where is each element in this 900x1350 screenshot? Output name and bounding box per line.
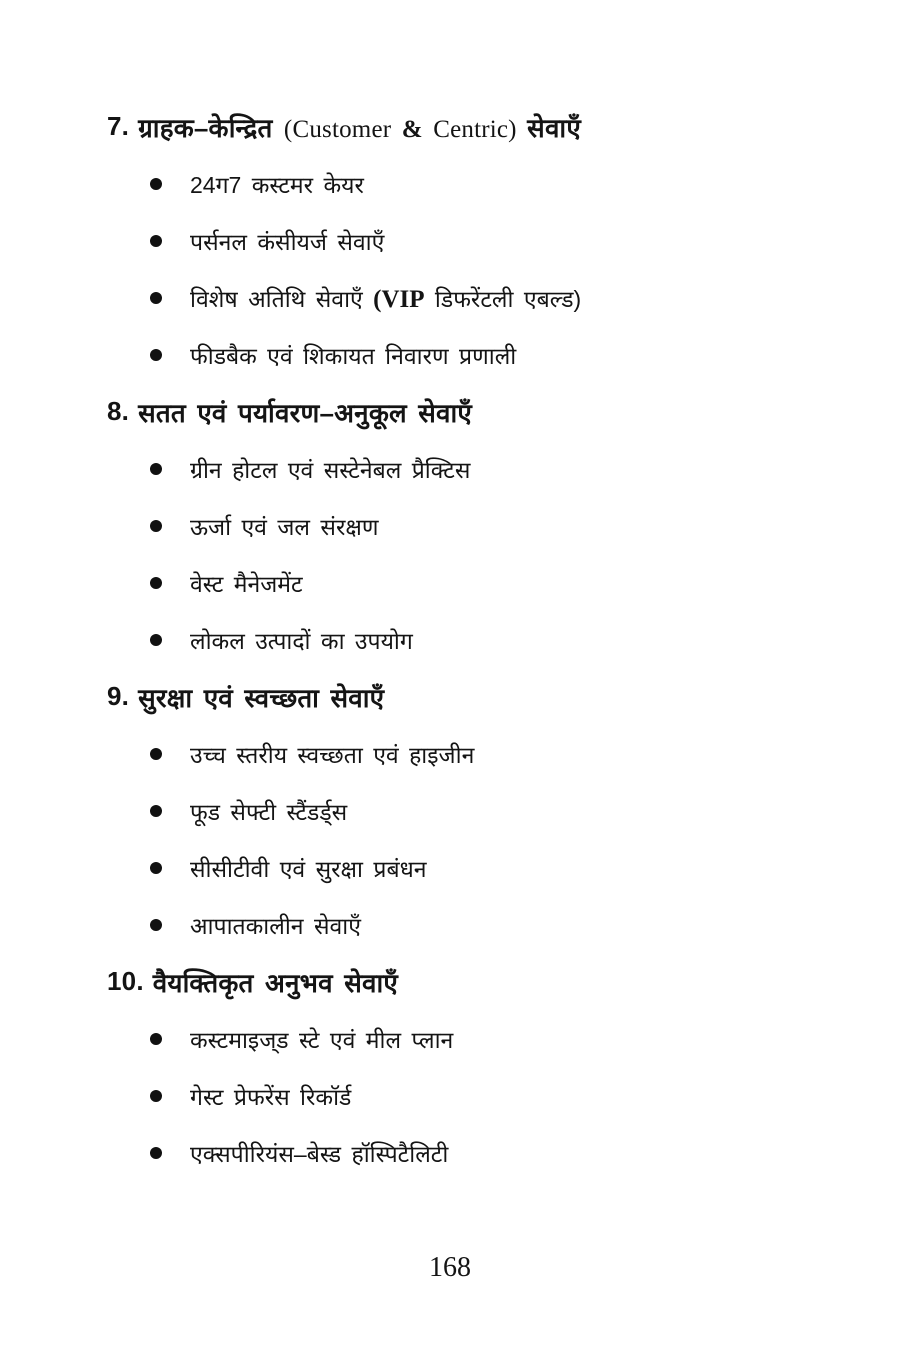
bullet-text bbox=[190, 453, 470, 485]
bullet-icon bbox=[150, 178, 162, 190]
bullet-item bbox=[0, 725, 900, 782]
bullet-item bbox=[0, 497, 900, 554]
bullet-item bbox=[0, 611, 900, 668]
bullet-text-part: सीसीटीवी एवं सुरक्षा प्रबंधन bbox=[190, 855, 427, 882]
bullet-item bbox=[0, 1010, 900, 1067]
section-number: 7. bbox=[107, 111, 130, 141]
bullet-text bbox=[190, 282, 581, 314]
bullet-text-part: गेस्ट प्रेफरेंस रिकॉर्ड bbox=[190, 1083, 352, 1110]
bullet-text bbox=[190, 339, 516, 371]
section-title bbox=[138, 394, 472, 430]
bullet-icon bbox=[150, 292, 162, 304]
bullet-text-part: पर्सनल कंसीयर्ज सेवाएँ bbox=[190, 228, 385, 255]
section-heading-7 bbox=[0, 98, 900, 155]
bullet-item bbox=[0, 1067, 900, 1124]
bullet-item bbox=[0, 896, 900, 953]
section-title bbox=[138, 109, 581, 145]
heading-text-part: ग्राहक–केन्द्रित bbox=[138, 112, 284, 143]
section-title bbox=[153, 964, 398, 1000]
bullet-item bbox=[0, 782, 900, 839]
bullet-text bbox=[190, 168, 364, 200]
bullet-text-part: फीडबैक एवं शिकायत निवारण प्रणाली bbox=[190, 342, 517, 369]
bullet-icon bbox=[150, 1147, 162, 1159]
section-number: 10. bbox=[107, 966, 144, 996]
bullet-text bbox=[190, 1023, 453, 1055]
bullet-text-part: 24ग7 कस्टमर केयर bbox=[190, 171, 364, 198]
bullet-text bbox=[190, 1137, 448, 1169]
section-number: 9. bbox=[107, 681, 130, 711]
bullet-icon bbox=[150, 577, 162, 589]
bullet-icon bbox=[150, 748, 162, 760]
section-number: 8. bbox=[107, 396, 130, 426]
bullet-text-part: ग्रीन होटल एवं सस्टेनेबल प्रैक्टिस bbox=[190, 456, 471, 483]
heading-text-part: वैयक्तिकृत अनुभव सेवाएँ bbox=[152, 967, 398, 998]
bullet-text-part: आपातकालीन सेवाएँ bbox=[190, 912, 361, 939]
section-list bbox=[0, 98, 900, 1181]
bullet-text-part: (VIP bbox=[373, 285, 425, 313]
section-title bbox=[138, 679, 384, 715]
bullet-item bbox=[0, 839, 900, 896]
bullet-text-part: कस्टमाइज्‌ड स्टे एवं मील प्लान bbox=[190, 1026, 454, 1053]
section-heading-10 bbox=[0, 953, 900, 1010]
heading-text-part: सतत एवं पर्यावरण–अनुकूल सेवाएँ bbox=[138, 397, 472, 428]
heading-text-part: & bbox=[401, 115, 423, 143]
bullet-text bbox=[190, 1080, 351, 1112]
bullet-text-part: एक्सपीरियंस–बेस्ड हॉस्पिटैलिटी bbox=[190, 1140, 449, 1167]
bullet-text-part: विशेष अतिथि सेवाएँ bbox=[190, 285, 374, 312]
bullet-text bbox=[190, 624, 413, 656]
bullet-icon bbox=[150, 805, 162, 817]
bullet-item bbox=[0, 326, 900, 383]
heading-text-part: Centric) bbox=[422, 115, 528, 143]
bullet-text bbox=[190, 567, 303, 599]
bullet-icon bbox=[150, 862, 162, 874]
bullet-icon bbox=[150, 1090, 162, 1102]
bullet-text bbox=[190, 738, 474, 770]
bullet-icon bbox=[150, 919, 162, 931]
bullet-item bbox=[0, 554, 900, 611]
section-heading-9 bbox=[0, 668, 900, 725]
bullet-text-part: लोकल उत्पादों का उपयोग bbox=[190, 627, 413, 654]
bullet-text bbox=[190, 795, 347, 827]
bullet-text-part: ऊर्जा एवं जल संरक्षण bbox=[190, 513, 379, 540]
heading-text-part: (Customer bbox=[283, 115, 402, 143]
bullet-icon bbox=[150, 235, 162, 247]
bullet-icon bbox=[150, 520, 162, 532]
bullet-text bbox=[190, 225, 384, 257]
heading-text-part: सेवाएँ bbox=[527, 112, 581, 143]
bullet-text-part: वेस्ट मैनेजमेंट bbox=[190, 570, 303, 597]
bullet-icon bbox=[150, 634, 162, 646]
bullet-text bbox=[190, 909, 361, 941]
bullet-text bbox=[190, 510, 379, 542]
bullet-text-part: डिफरेंटली एबल्ड) bbox=[424, 285, 582, 312]
page-number: 168 bbox=[429, 1252, 471, 1283]
bullet-item bbox=[0, 1124, 900, 1181]
bullet-item bbox=[0, 440, 900, 497]
bullet-icon bbox=[150, 463, 162, 475]
bullet-text bbox=[190, 852, 427, 884]
bullet-item bbox=[0, 212, 900, 269]
bullet-icon bbox=[150, 349, 162, 361]
bullet-icon bbox=[150, 1033, 162, 1045]
bullet-item bbox=[0, 155, 900, 212]
bullet-text-part: उच्च स्तरीय स्वच्छता एवं हाइजीन bbox=[190, 741, 475, 768]
bullet-text-part: फूड सेफ्टी स्टैंडर्ड्स bbox=[190, 798, 348, 825]
heading-text-part: सुरक्षा एवं स्वच्छता सेवाएँ bbox=[138, 682, 385, 713]
bullet-item bbox=[0, 269, 900, 326]
section-heading-8 bbox=[0, 383, 900, 440]
